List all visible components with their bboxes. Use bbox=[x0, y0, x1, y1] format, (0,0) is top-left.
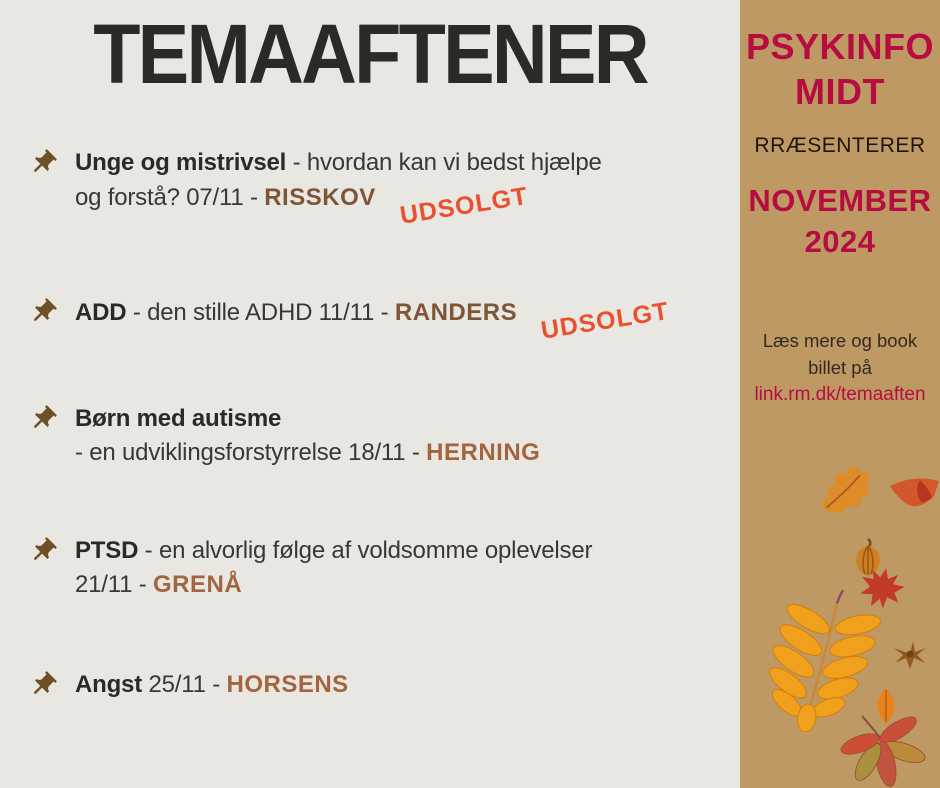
brand-line2: MIDT bbox=[795, 71, 885, 112]
pushpin-icon bbox=[28, 297, 58, 332]
page-title: TEMAAFTENER bbox=[93, 7, 647, 101]
event-title: Børn med autisme bbox=[75, 405, 282, 432]
event-location: GRENÅ bbox=[153, 571, 243, 598]
event-date: 21/11 - bbox=[75, 571, 154, 598]
event-description: - en alvorlig følge af voldsomme oplevelser bbox=[138, 537, 593, 564]
event-item-angst bbox=[28, 668, 726, 705]
event-date: 25/11 - bbox=[142, 671, 227, 698]
event-title: ADD bbox=[75, 299, 127, 326]
event-text bbox=[75, 146, 602, 230]
event-description: - den stille ADHD 11/11 - bbox=[126, 299, 395, 326]
event-text bbox=[75, 668, 349, 702]
rowan-leaf-icon bbox=[766, 588, 882, 732]
soldout-badge: UDSOLGT bbox=[397, 181, 530, 230]
creeper-leaf-icon bbox=[834, 710, 926, 788]
month-title bbox=[740, 180, 940, 262]
pushpin-icon bbox=[28, 536, 58, 571]
booking-info-line2: billet på bbox=[808, 357, 872, 378]
sidebar bbox=[740, 0, 940, 788]
pushpin-icon bbox=[28, 670, 58, 705]
pushpin-icon bbox=[28, 148, 58, 183]
event-location: RISSKOV bbox=[264, 184, 376, 211]
soldout-badge: UDSOLGT bbox=[539, 296, 672, 345]
star-anise-icon bbox=[892, 638, 928, 670]
month-line1: NOVEMBER bbox=[748, 183, 932, 218]
maple-leaf-icon bbox=[858, 566, 906, 610]
small-orange-leaf-icon bbox=[872, 686, 900, 726]
event-location: HERNING bbox=[426, 439, 541, 466]
event-text bbox=[75, 402, 540, 470]
booking-info bbox=[740, 327, 940, 408]
event-item-add bbox=[28, 295, 726, 345]
brand-title bbox=[740, 24, 940, 114]
event-item-ptsd bbox=[28, 534, 726, 602]
booking-info-line1: Læs mere og book bbox=[762, 330, 918, 351]
event-location: RANDERS bbox=[394, 299, 518, 326]
month-line2: 2024 bbox=[804, 224, 876, 259]
event-description: - en udviklingsforstyrrelse 18/11 - bbox=[75, 439, 427, 466]
oak-leaf-icon bbox=[816, 464, 878, 516]
physalis-lantern-icon bbox=[850, 538, 886, 580]
event-title: Unge og mistrivsel bbox=[75, 149, 287, 176]
presents-label: RRÆSENTERER bbox=[754, 134, 926, 157]
event-text bbox=[75, 534, 592, 602]
event-title: Angst bbox=[75, 671, 142, 698]
event-date: og forstå? 07/11 - bbox=[75, 184, 265, 211]
brand-line1: PSYKINFO bbox=[745, 26, 935, 67]
pushpin-icon bbox=[28, 404, 58, 439]
event-item-unge-og-mistrivsel bbox=[28, 146, 726, 230]
event-title: PTSD bbox=[75, 537, 139, 564]
booking-link[interactable]: link.rm.dk/temaaften bbox=[754, 384, 926, 405]
event-item-born-med-autisme bbox=[28, 402, 726, 470]
event-location: HORSENS bbox=[226, 671, 349, 698]
event-text bbox=[75, 295, 672, 345]
event-description: - hvordan kan vi bedst hjælpe bbox=[286, 149, 602, 176]
red-leaf-fragment-icon bbox=[890, 476, 940, 516]
